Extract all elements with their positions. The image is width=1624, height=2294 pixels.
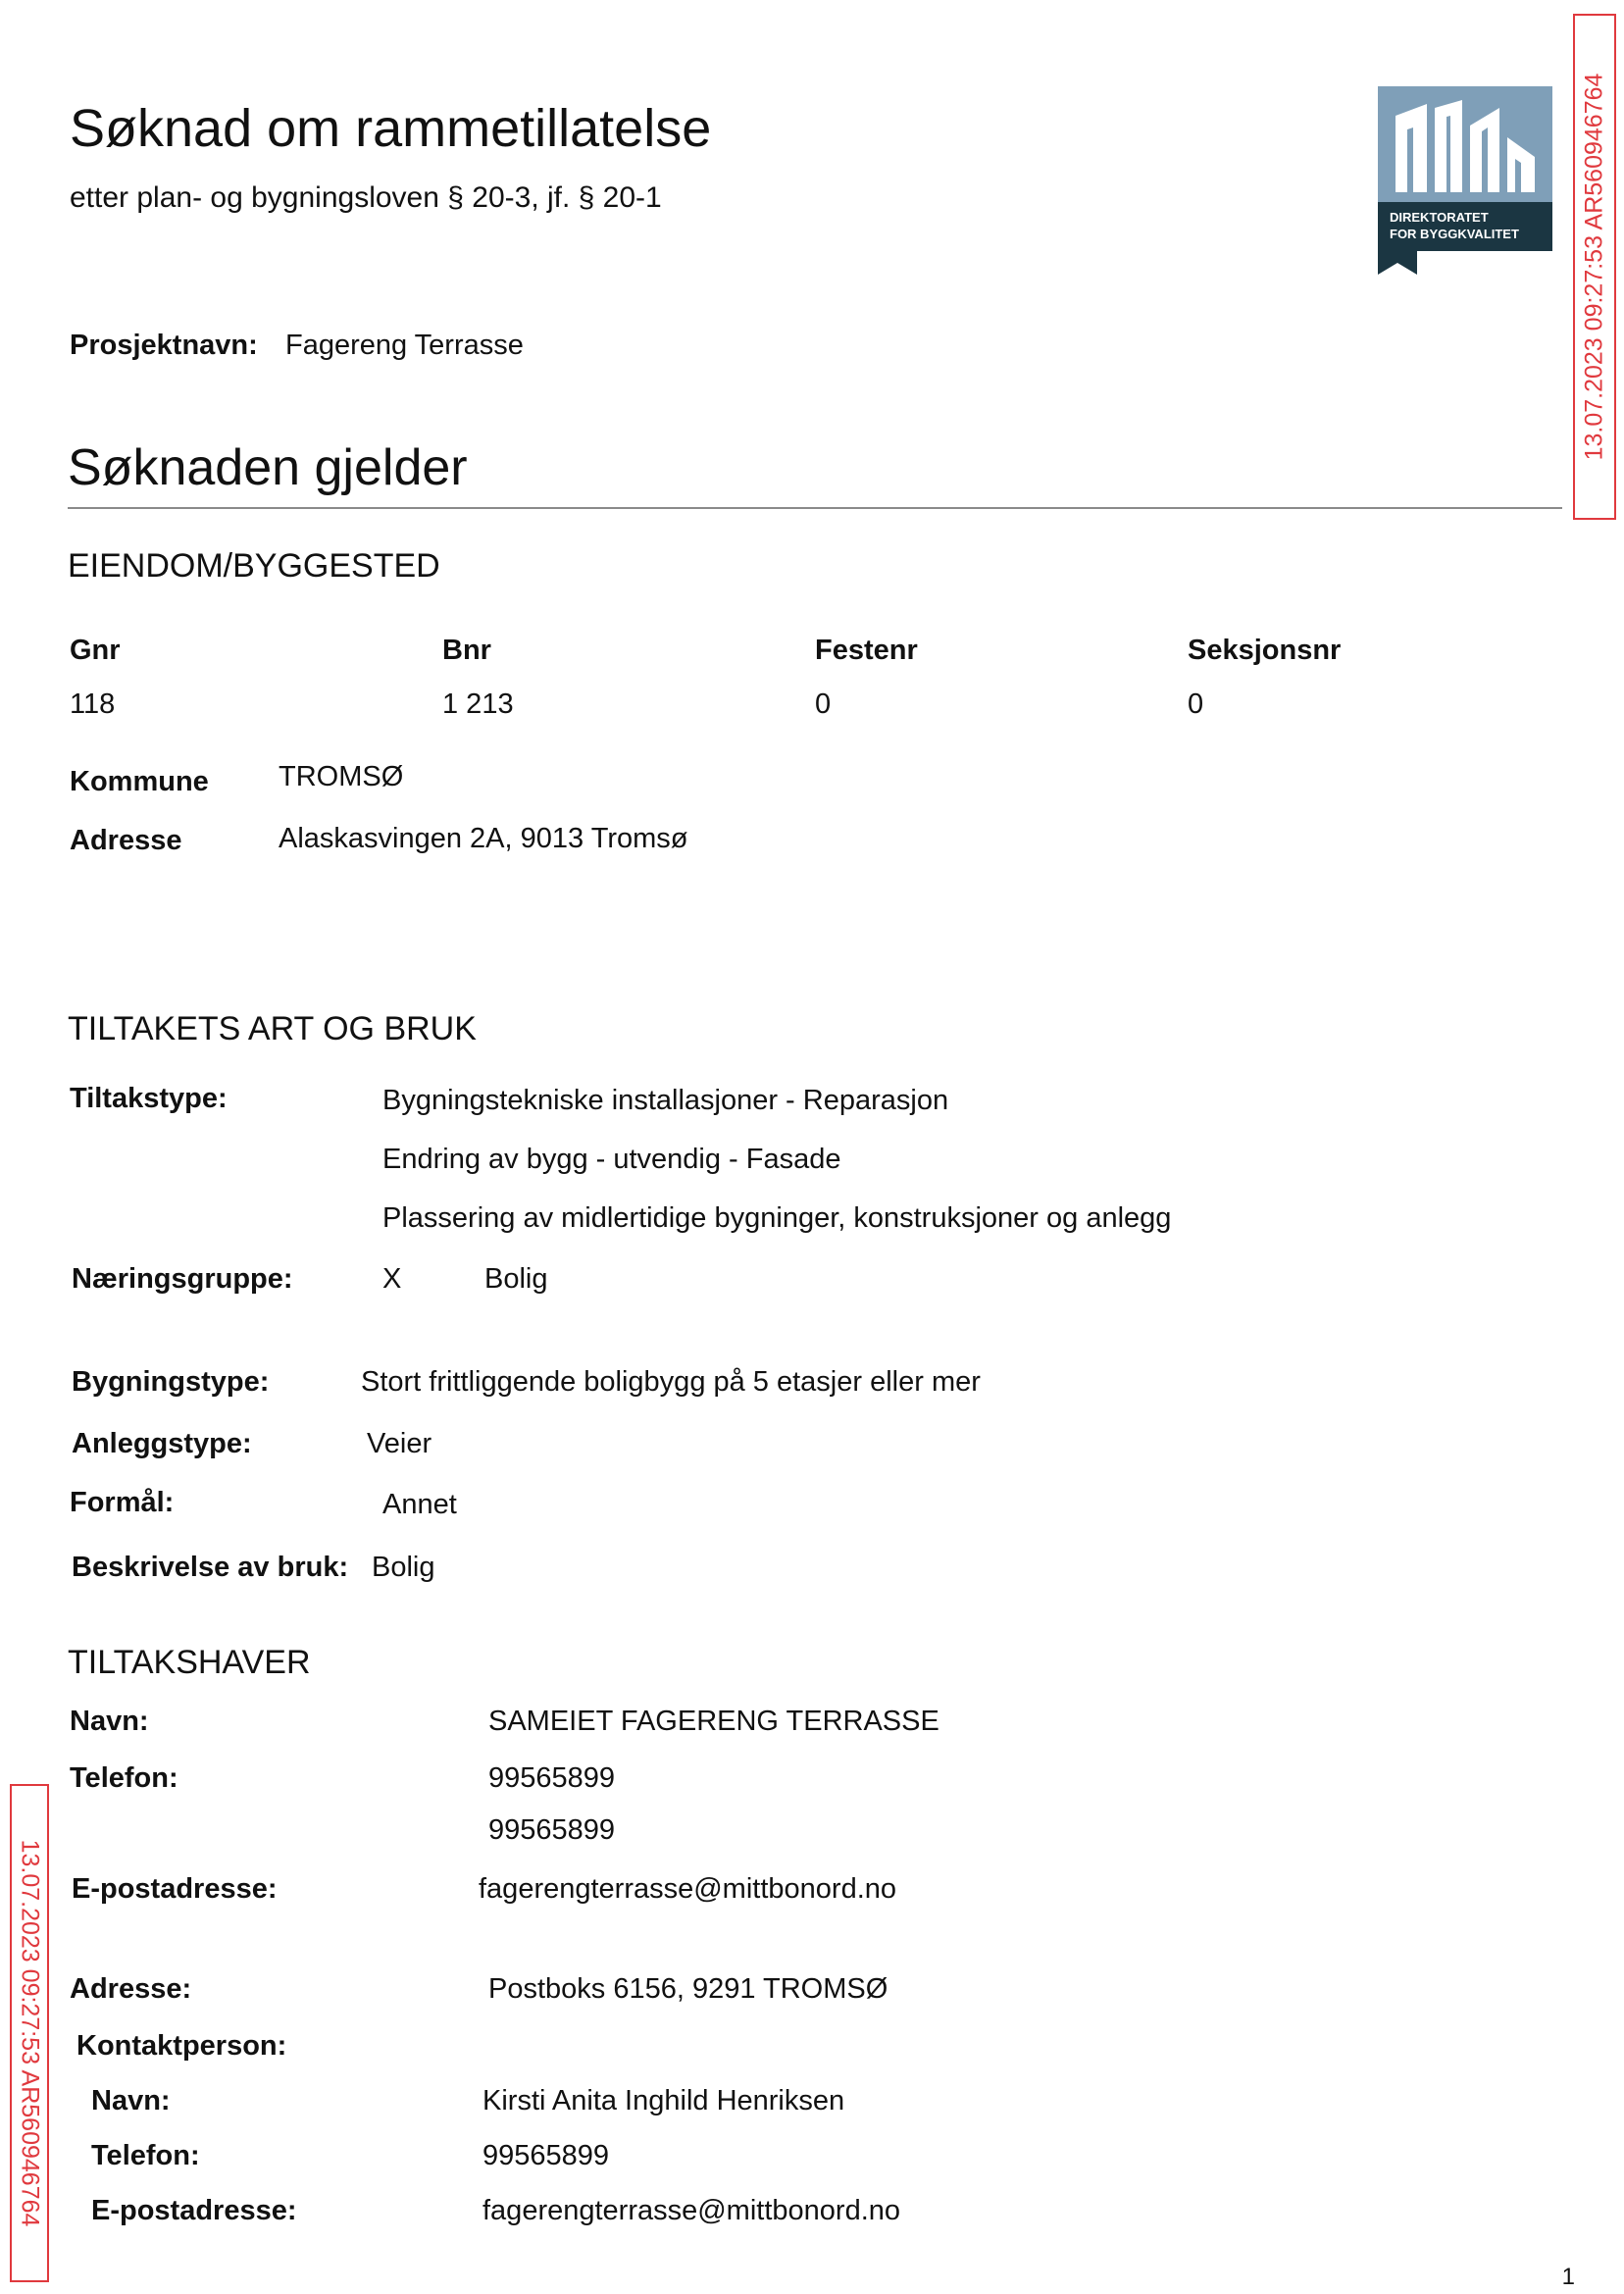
- tiltakstype-item-3: Plassering av midlertidige bygninger, konstruksjoner og anlegg: [382, 1202, 1172, 1234]
- tiltakshaver-telefon-label: Telefon:: [70, 1762, 178, 1794]
- timestamp-stamp-bottom: [10, 1784, 49, 2282]
- page-number: 1: [1561, 2264, 1575, 2290]
- tiltakshaver-heading: TILTAKSHAVER: [68, 1644, 311, 1681]
- document-title: Søknad om rammetillatelse: [70, 99, 712, 158]
- bnr-label: Bnr: [442, 635, 491, 666]
- logo-text-line1: DIREKTORATET: [1390, 210, 1489, 225]
- logo-text-line2: FOR BYGGKVALITET: [1390, 227, 1519, 241]
- bnr-value: 1 213: [442, 688, 514, 720]
- formal-value: Annet: [382, 1489, 457, 1520]
- timestamp-stamp-bottom-text: 13.07.2023 09:27:53 AR560946764: [16, 1839, 44, 2227]
- section-divider: [68, 507, 1562, 509]
- gnr-value: 118: [70, 688, 116, 720]
- tiltakshaver-epost-value: fagerengterrasse@mittbonord.no: [479, 1873, 897, 1905]
- kontakt-navn-value: Kirsti Anita Inghild Henriksen: [482, 2085, 845, 2116]
- project-name-label: Prosjektnavn:: [70, 330, 258, 361]
- seksjonsnr-value: 0: [1188, 688, 1204, 720]
- bygningstype-value: Stort frittliggende boligbygg på 5 etasjer eller mer: [361, 1366, 981, 1398]
- section-title: Søknaden gjelder: [68, 439, 468, 496]
- property-heading: EIENDOM/BYGGESTED: [68, 547, 440, 585]
- kommune-label: Kommune: [70, 766, 209, 797]
- tiltakstype-label: Tiltakstype:: [70, 1083, 228, 1114]
- seksjonsnr-label: Seksjonsnr: [1188, 635, 1342, 666]
- kontakt-epost-label: E-postadresse:: [91, 2195, 297, 2226]
- tiltakshaver-telefon-value-2: 99565899: [488, 1814, 616, 1846]
- document-subtitle: etter plan- og bygningsloven § 20-3, jf. § 20-1: [70, 181, 662, 214]
- tiltakshaver-telefon-value-1: 99565899: [488, 1762, 616, 1794]
- beskrivelse-value: Bolig: [372, 1552, 435, 1583]
- naeringsgruppe-value: Bolig: [484, 1263, 548, 1295]
- festenr-value: 0: [815, 688, 832, 720]
- tiltakshaver-navn-label: Navn:: [70, 1706, 149, 1737]
- tiltak-heading: TILTAKETS ART OG BRUK: [68, 1010, 477, 1047]
- kommune-value: TROMSØ: [279, 761, 404, 792]
- bygningstype-label: Bygningstype:: [72, 1366, 270, 1398]
- timestamp-stamp-top: [1573, 14, 1616, 520]
- tiltakshaver-adresse-label: Adresse:: [70, 1973, 192, 2005]
- adresse-value: Alaskasvingen 2A, 9013 Tromsø: [279, 823, 688, 854]
- naeringsgruppe-code: X: [382, 1263, 402, 1295]
- logo-ribbon: [1378, 251, 1417, 275]
- anleggstype-label: Anleggstype:: [72, 1428, 252, 1459]
- naeringsgruppe-label: Næringsgruppe:: [72, 1263, 293, 1295]
- adresse-label: Adresse: [70, 825, 182, 856]
- kontakt-telefon-label: Telefon:: [91, 2140, 200, 2171]
- gnr-label: Gnr: [70, 635, 121, 666]
- timestamp-stamp-top-text: 13.07.2023 09:27:53 AR560946764: [1580, 73, 1608, 461]
- tiltakstype-item-2: Endring av bygg - utvendig - Fasade: [382, 1144, 841, 1175]
- project-name-value: Fagereng Terrasse: [285, 330, 524, 361]
- kontaktperson-label: Kontaktperson:: [76, 2030, 287, 2062]
- tiltakshaver-navn-value: SAMEIET FAGERENG TERRASSE: [488, 1706, 939, 1737]
- kontakt-telefon-value: 99565899: [482, 2140, 610, 2171]
- beskrivelse-label: Beskrivelse av bruk:: [72, 1552, 349, 1583]
- festenr-label: Festenr: [815, 635, 918, 666]
- anleggstype-value: Veier: [367, 1428, 432, 1459]
- dibk-logo: [1378, 86, 1552, 275]
- tiltakstype-item-1: Bygningstekniske installasjoner - Reparasjon: [382, 1085, 949, 1116]
- kontakt-navn-label: Navn:: [91, 2085, 171, 2116]
- tiltakshaver-adresse-value: Postboks 6156, 9291 TROMSØ: [488, 1973, 888, 2005]
- formal-label: Formål:: [70, 1487, 175, 1518]
- kontakt-epost-value: fagerengterrasse@mittbonord.no: [482, 2195, 901, 2226]
- tiltakshaver-epost-label: E-postadresse:: [72, 1873, 278, 1905]
